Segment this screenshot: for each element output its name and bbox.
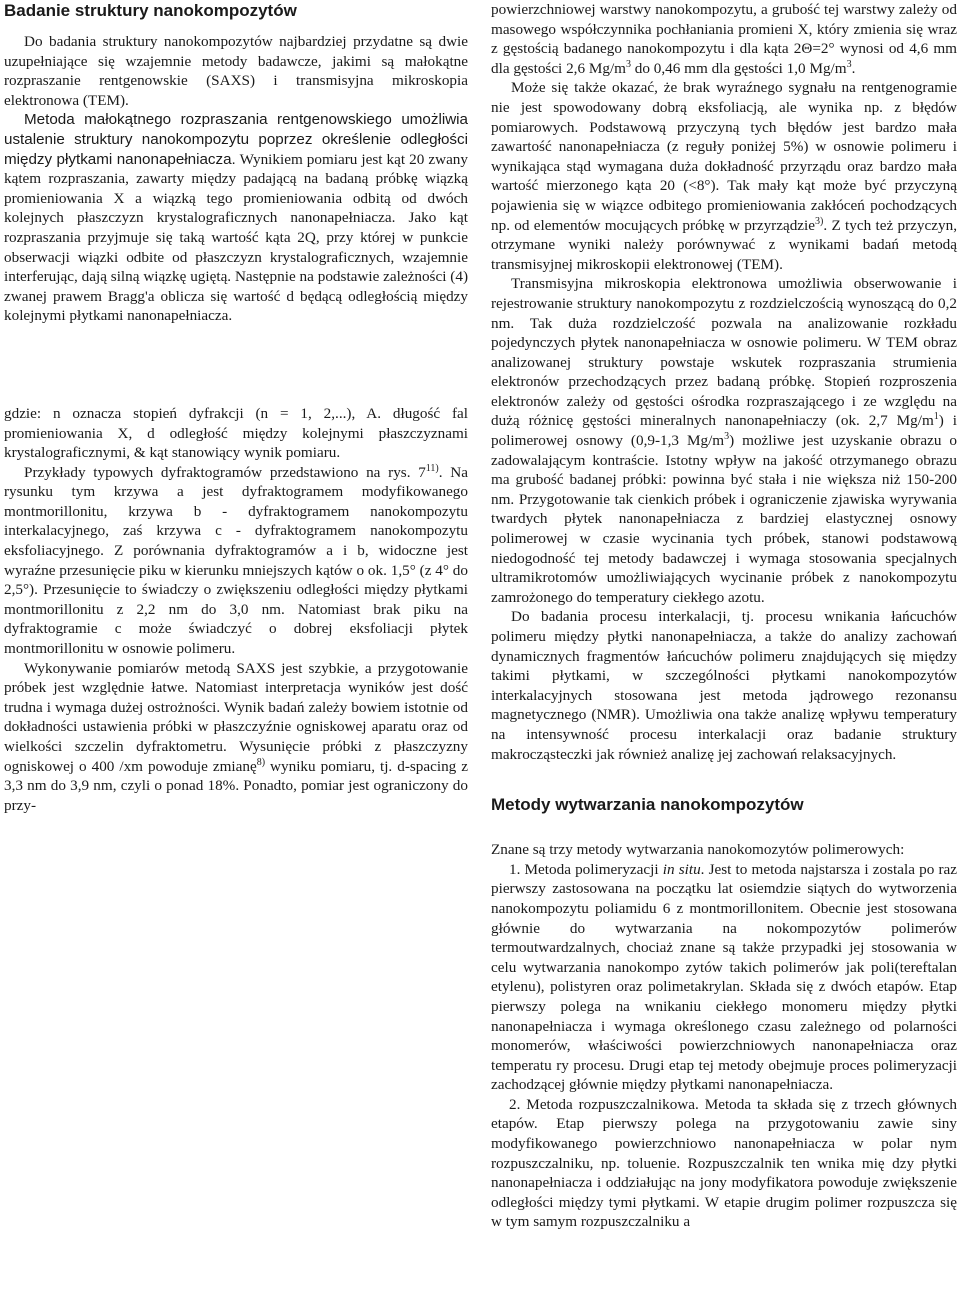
paragraph-nmr: Do badania procesu interkalacji, tj. procesu wnikania łańcuchów polimeru między płytki nanonapełniacza, a także do analizy zachowań dynamicznych fragmentów łańcuchów polimeru znajdujących się między takimi płytkami, w szczególności płytkami nanokompozytów interkalacyjnych stosowana jest metoda jądrowego rezonansu magnetycznego (NMR). Umożliwia ona także analizę wpływu temperatury na intensywność procesu interkalacji oraz badanie struktury makrocząsteczki jak również analizę jej zachowań relaksacyjnych. [491,608,957,763]
paragraph-intro: Do badania struktury nanokompozytów najbardziej przydatne są dwie uzupełniające się wzajemnie metody badawcze, jakimi są małokątne rozpraszanie rentgenowskie (SAXS) i transmisyjna mikroskopia elektronowa (TEM). [4,33,468,109]
paragraph-diffractograms: Przykłady typowych dyfraktogramów przedstawiono na rys. 7$^{11)}$. Na rysunku tym krzywa a jest dyfraktogramem modyfikowanego montmorillonitu, krzywa b - dyfraktogramem nanokompozytu interkalacyjnego, zaś krzywa c - dyfraktogramem nanokompozytu eksfoliacyjnego. Z porównania dyfraktogramów a i b, widoczne jest wyraźne przesunięcie piku w kierunku mniejszych kątów o ok. 1,5° (z 4° do 2,5°). Przesunięcie to świadczy o zwiększeniu odległości między płytkami montmorillonitu z 2,2 nm do 3,0 nm. Natomiast brak piku na dyfraktogramie c może świadczyć o dobrej eksfoliacji płytek montmorillonitu w osnowie polimeru. [4,462,468,658]
equation-space [4,326,468,404]
footnote-ref: 3) [815,215,824,227]
left-column [4,0,468,815]
section-heading-structure: Badanie struktury nanokompozytów [4,1,297,20]
list-item: 1. Metoda polimeryzacji in situ. Jest to metoda najstarsza i zostala po raz pierwszy zastosowana na początku lat osiemdzie siątych do wytworzenia nanokompozytu poliamidu 6 z montmorillonitem. Obecnie jest stosowana głównie do wytwarzania na nokompozytów polimerów termoutwardzalnych, chociaż znane są także przypadki jej stosowania w celu wytwarzania nanokompo zytów takich polimerów jak poli(tereftalan etylenu), polistyren oraz polimetakrylan. Składa się z dwóch etapów. Etap pierwszy polega na wnikaniu ciekłego monomeru między płytki nanonapełniacza i wymaga określonego czasu zależnego od polarności monomerów, właściwości powierzchniowych nanonapełniacza oraz temperatu ry procesu. Drugi etap tej metody obejmuje proces polimeryzacji zachodzącej głównie między płytkami nanonapełniacza. [491,860,957,1094]
footnote-ref: 8) [256,756,266,768]
paragraph-saxs-method [4,110,468,326]
list-item: 2. Metoda rozpuszczalnikowa. Metoda ta składa się z trzech głównych etapów. Etap pierwszy polega na przygotowaniu zawie siny modyfikowanego powierzchniowo nanonapełniacza w polar nym rozpuszczalniku, np. toluenie. Rozpuszczalnik ten wnika mię dzy płytki nanonapełniacza i oddziałując na jony modyfikatora powoduje zwiększenie odległości między tymi płytkami. W etapie drugim polimer rozpuszcza się w tym samym rozpuszczalniku a [491,1095,957,1231]
section-heading-methods: Metody wytwarzania nanokompozytów [491,795,804,815]
paragraph-measurement-errors: Może się także okazać, że brak wyraźnego sygnału na rentgenogramie nie jest spowodowany dobrą eksfoliacją, ale wynika np. z błędów pomiarowych. Podstawową przyczyną tych błędów jest bardzo mała zawartość nanonapełniacza (z reguły poniżej 5%) w osnowie polimeru i wynikająca stąd wymagana duża dokładność przyrządu oraz bardzo mała wartość mierzonego kąta 20 (<8°). Tak mały kąt może być przyczyną pojawienia się w wiązce odbitego promieniowania zakłóceń pochodzących np. od elementów mocujących próbkę w przyrządzie$^{3)}$. Z tych też przyczyn, otrzymane wyniki należy porównywać z wynikami badań metodą transmisyjnej mikroskopii elektronowej (TEM). [491,79,957,273]
paragraph-tem: Transmisyjna mikroskopia elektronowa umożliwia obserwowanie i rejestrowanie struktury nanokompozytu z rozdzielczością wynoszącą do 0,2 nm. Tak duża rozdzielczość pozwala na analizowanie rozkładu pojedynczych płytek nanonapełniacza w osnowie polimeru. W TEM obraz analizowanej struktury powstaje wskutek rozpraszania strumienia elektronów przechodzących przez badaną próbkę. Stopień rozproszenia elektronów zależy od gęstości ośrodka rozpraszającego i ze względu na dużą różnicę gęstości mineralnych nanonapełniaczy (ok. 2,7 $Mg/m^1$) i polimerowej osnowy (0,9-1,3 $Mg/m^3$) możliwe jest uzyskanie obrazu o zadowalającym kontraście. Istotny wpływ na jakość otrzymanego obrazu ma grubość badanej próbki: powinna być stała i nie większa niż 150-200 nm. Przygotowanie tak cienkich próbek i ograniczenie zjawiska wyrywania twardych płytek nanonapełniacza z bardziej elastycznej osnowy polimerowej w czasie wycinania tych próbek, stanowi podstawową niedogodność tej metody badawczej i wymaga stosowania specjalnych ultramikrotomów umożliwiających wycinanie próbek z nanokompozytu zamrożonego do temperatury ciekłego azotu. [491,275,957,606]
paragraph-methods-intro: Znane są trzy metody wytwarzania nanokomozytów polimerowych: [491,841,905,859]
methods-list [491,840,957,1232]
footnote-ref: 11) [425,462,439,474]
right-column [491,0,957,1232]
paragraph-saxs-limitations: Wykonywanie pomiarów metodą SAXS jest szybkie, a przygotowanie próbek jest względnie łatwe. Natomiast interpretacja wyników jest dość trudna i wymaga dużej ostrożności. Wynik badań zależy bowiem istotnie od dokładności ustawienia próbki w płaszczyźnie ogniskowej aparatu oraz od wielkości szczelin dyfraktometru. Wysunięcie próbki z płaszczyzny ogniskowej o 400 /xm powoduje zmianę$^{8)}$ wyniku pomiaru, tj. d-spacing z 3,3 nm do 3,9 nm, czyli o ponad 18%. Ponadto, pomiar jest ograniczony do przy- [4,659,468,814]
paragraph-continuation: powierzchniowej warstwy nanokompozytu, a grubość tej warstwy zależy od masowego współczynnika pochłaniania promieni X, który zmienia się wraz z gęstością badanego nanokompozytu i dla kąta 2Θ=2° wynosi od 4,6 mm dla gęstości 2,6 $Mg/m^3$ do 0,46 mm dla gęstości 1,0 $Mg/m^3$. [491,1,957,77]
saxs-measurement-text: Wynikiem pomiaru jest kąt 20 zwany kątem rozpraszania, zawarty między padającą na badaną próbkę wiązką promieniowania X a wiązką tego promieniowania odbitą od dwóch kolejnych płaszczyzn krystalograficznych nanonapełniacza. Jako kąt rozpraszania przyjmuje się taką wartość kąta 2Q, przy której w punkcie obserwacji wiązki odbite od płaszczyzn krystalograficznych, wzajemnie interferując, dają silną wiązkę ugiętą. Następnie na podstawie zależności (4) zwanej prawem Bragg'a oblicza się wartość d będącą odległością między kolejnymi płytkami nanonapełniacza. [4,150,468,325]
saxs-method-sentence: Metoda małokątnego rozpraszania rentgenowskiego umożliwia ustalenie struktury nanokompozytu poprzez określenie odległości między płytkami nanonapełniacza. [4,111,468,168]
paragraph-equation-legend: gdzie: n oznacza stopień dyfrakcji (n = 1, 2,...), A. długość fal promieniowania X, d odległość między kolejnymi płaszczyznami krystalograficznymi, & kąt stanowiący wynik pomiaru. [4,404,468,462]
